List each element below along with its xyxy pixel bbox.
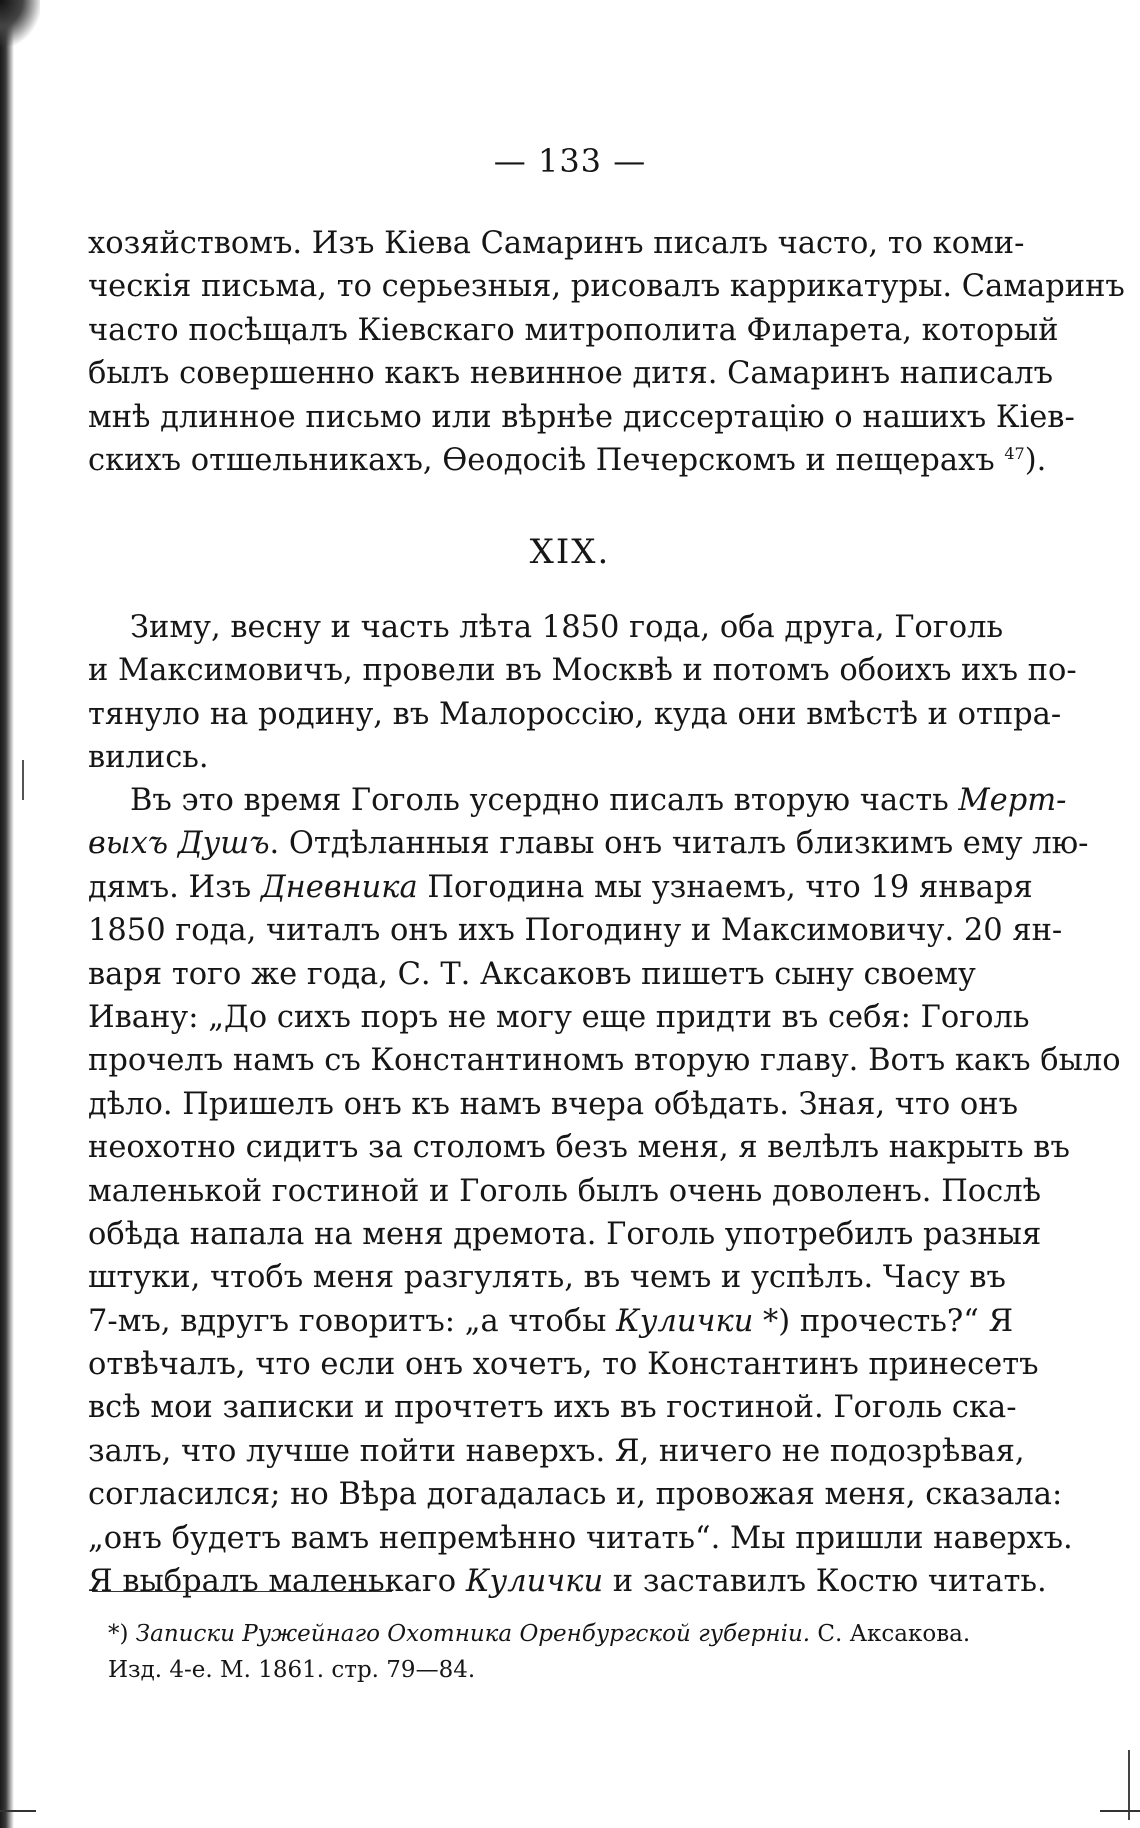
paragraph-1: [88, 606, 1077, 780]
text-segment: 7-мъ, вдругъ говоритъ: „а чтобы: [88, 1303, 607, 1339]
text-line: и Максимовичъ, провели въ Москвѣ и потомъ обоихъ ихъ по-: [88, 653, 1077, 689]
text-line: „онъ будетъ вамъ непремѣнно читать“. Мы пришли наверхъ.: [88, 1520, 1073, 1556]
text-segment: Я выбралъ маленькаго: [88, 1564, 457, 1600]
section-heading: XIX.: [529, 532, 611, 572]
text-line: согласился; но Вѣра догадалась и, провожая меня, сказала:: [88, 1477, 1063, 1513]
scan-bottom-left-mark: [0, 1810, 36, 1812]
text-line: отвѣчалъ, что если онъ хочетъ, то Константинъ принесетъ: [88, 1347, 1039, 1383]
text-line: вились.: [88, 740, 209, 776]
text-line: былъ совершенно какъ невинное дитя. Самаринъ написалъ: [88, 356, 1054, 392]
text-line: маленькой гостиной и Гоголь былъ очень доволенъ. Послѣ: [88, 1173, 1042, 1209]
text-line: всѣ мои записки и прочтетъ ихъ въ гостиной. Гоголь ска-: [88, 1390, 1017, 1426]
text-segment: и заставилъ Костю читать.: [612, 1564, 1047, 1600]
text-line: дѣло. Пришелъ онъ къ намъ вчера обѣдать. Зная, что онъ: [88, 1086, 1018, 1122]
continuation-paragraph: [88, 222, 1125, 482]
scan-bottom-right-mark: [1100, 1810, 1140, 1812]
scan-corner-stain: [0, 0, 40, 46]
scan-margin-mark: [22, 760, 24, 800]
text-line: хозяйствомъ. Изъ Кіева Самаринъ писалъ часто, то коми-: [88, 226, 1025, 261]
footnote-separator: [92, 1591, 392, 1592]
footnote-author: С. Аксакова.: [817, 1621, 971, 1647]
text-line: [88, 1560, 1047, 1603]
italic-title: Мерт-: [958, 783, 1067, 818]
footnote-title: Записки Ружейнаго Охотника Оренбургской губерніи.: [135, 1621, 811, 1647]
text-line: тянуло на родину, въ Малороссію, куда они вмѣстѣ и отпра-: [88, 696, 1062, 732]
text-line: [88, 866, 1033, 909]
text-segment: дямъ. Изъ: [88, 869, 252, 905]
scan-edge-shadow: [0, 0, 14, 1828]
text-line: неохотно сидитъ за столомъ безъ меня, я велѣлъ накрыть въ: [88, 1130, 1070, 1166]
text-line: обѣда напала на меня дремота. Гоголь употребилъ разныя: [88, 1216, 1042, 1252]
text-line: [88, 822, 1089, 865]
text-segment: скихъ отшельникахъ, Ѳеодосіѣ Печерскомъ и пещерахъ: [88, 442, 995, 478]
italic-title: Кулички: [465, 1564, 604, 1600]
text-segment: Въ это время Гоголь усердно писалъ вторую часть: [130, 783, 949, 818]
text-line: варя того же года, С. Т. Аксаковъ пишетъ сыну своему: [88, 956, 976, 992]
text-line: мнѣ длинное письмо или вѣрнѣе диссертацію о нашихъ Кіев-: [88, 399, 1075, 435]
text-segment: . Отдѣланныя главы онъ читалъ близкимъ ему лю-: [269, 826, 1089, 862]
footnote-line: Изд. 4-е. М. 1861. стр. 79—84.: [108, 1657, 476, 1683]
text-line: прочелъ намъ съ Константиномъ вторую главу. Вотъ какъ было: [88, 1043, 1121, 1079]
text-line: Зиму, весну и часть лѣта 1850 года, оба друга, Гоголь: [130, 610, 1004, 645]
text-line: [88, 779, 1067, 822]
text-segment: ).: [1024, 442, 1047, 478]
text-segment: Погодина мы узнаемъ, что 19 января: [427, 869, 1033, 905]
footnote-line: [108, 1616, 971, 1652]
text-line: Ивану: „До сихъ поръ не могу еще придти въ себя: Гоголь: [88, 999, 1030, 1035]
text-line: штуки, чтобъ меня разгулять, въ чемъ и успѣлъ. Часу въ: [88, 1260, 1006, 1296]
text-line: залъ, что лучше пойти наверхъ. Я, ничего не подозрѣвая,: [88, 1433, 1025, 1469]
text-segment: *) прочесть?“ Я: [763, 1303, 1014, 1339]
text-line: ческія письма, то серьезныя, рисовалъ каррикатуры. Самаринъ: [88, 269, 1125, 305]
italic-title: Дневника: [260, 869, 418, 905]
footnote-marker: *): [108, 1621, 129, 1647]
page-number-header: — 133 —: [493, 142, 647, 180]
text-line: [88, 1300, 1014, 1343]
text-line: [88, 439, 1047, 482]
footnote: [108, 1616, 971, 1688]
text-line: часто посѣщалъ Кіевскаго митрополита Филарета, который: [88, 312, 1059, 348]
paragraph-2: [88, 779, 1121, 1603]
italic-title: выхъ Душъ: [88, 826, 270, 862]
italic-title: Кулички: [616, 1303, 754, 1339]
text-line: 1850 года, читалъ онъ ихъ Погодину и Максимовичу. 20 ян-: [88, 913, 1063, 949]
note-reference: 47: [1004, 443, 1025, 463]
